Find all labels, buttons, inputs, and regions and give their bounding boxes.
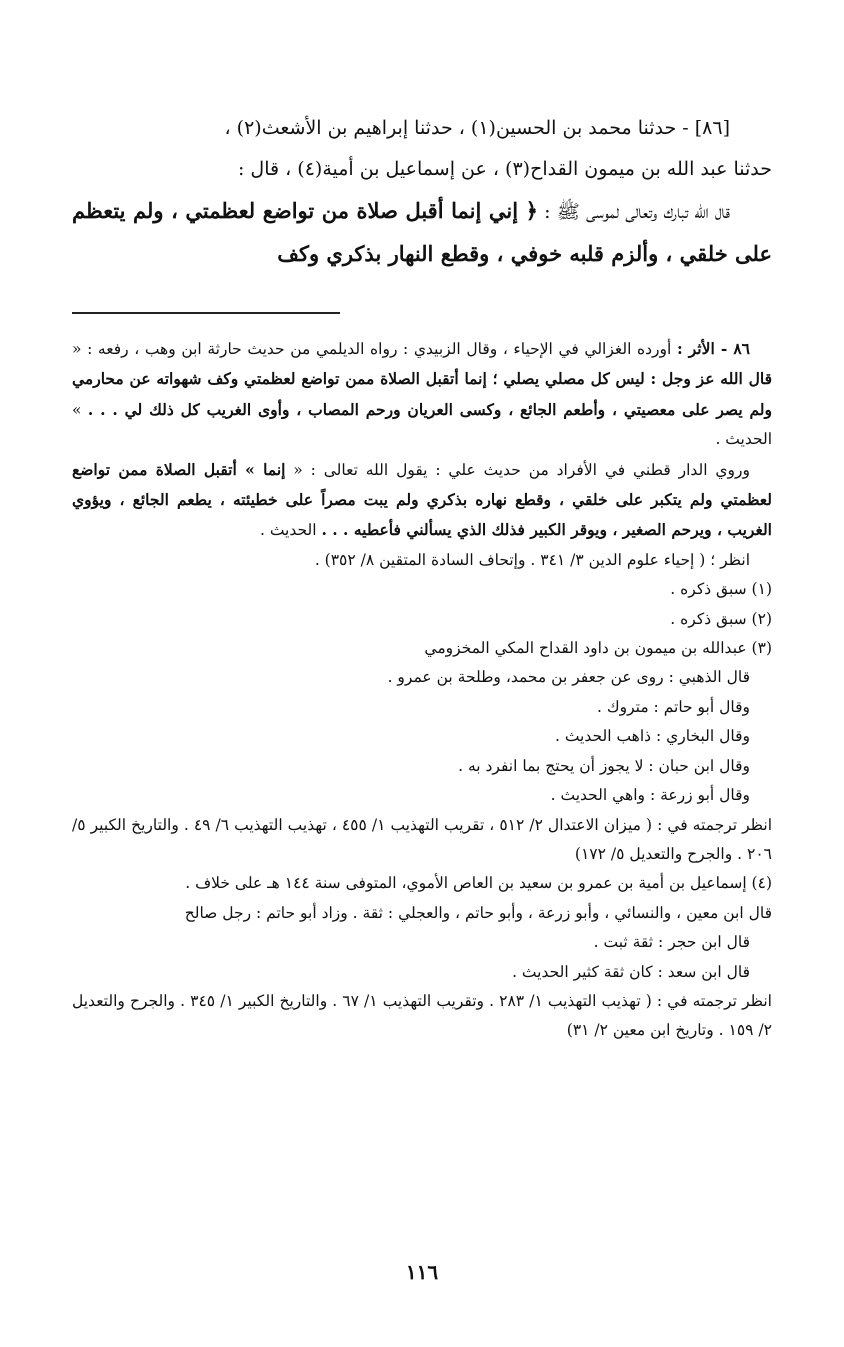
- footnote-3-line: وقال أبو زرعة : واهي الحديث .: [550, 786, 750, 805]
- page-number: ١١٦: [405, 1260, 439, 1284]
- hadith-intro: قال الله تبارك وتعالى لموسى ﷺ :: [544, 201, 730, 223]
- footnotes: [72, 334, 772, 1046]
- daraqutni-quote: إنما » أتقبل الصلاة ممن تواضع لعظمتي ولم يتكبر على خلقي ، وقطع نهاره بذكري ولم يبت مصراً على خطيئته ، يطعم الجائع ، ويؤوي الغريب ، ويرحم الصغير ، ويوقر الكبير فذلك الذي يسألني فأعطيه . . .: [72, 459, 772, 540]
- footnote-2: (٢) سبق ذكره .: [670, 609, 772, 628]
- footnote-3-line: وقال ابن حبان : لا يجوز أن يحتج بما انفرد به .: [458, 756, 750, 775]
- athar-reference: انظر ؛ ( إحياء علوم الدين ٣/ ٣٤١ . وإتحاف السادة المتقين ٨/ ٣٥٢) .: [314, 550, 750, 569]
- footnote-divider: [72, 312, 340, 314]
- footnote-3-line: قال الذهبي : روى عن جعفر بن محمد، وطلحة بن عمرو .: [387, 668, 750, 687]
- athar-note: [72, 334, 772, 455]
- footnote-4-title: (٤) إسماعيل بن أمية بن عمرو بن سعيد بن العاص الأموي، المتوفى سنة ١٤٤ هـ على خلاف .: [185, 874, 772, 893]
- footnote-1: (١) سبق ذكره .: [670, 580, 772, 599]
- athar-quote: قال الله عز وجل : ليس كل مصلي يصلي ؛ إنما أتقبل الصلاة ممن تواضع لعظمتي وكف شهواته عن محارمي ولم يصر على معصيتي ، وأطعم الجائع ، وكسى العريان ورحم المصاب ، وأوى الغريب كل ذلك لي . . .: [72, 369, 773, 419]
- hadith-quote: ﴿ إني إنما أقبل صلاة من تواضع لعظمتي ، ولم يتعظم على خلقي ، وألزم قلبه خوفي ، وقطع النهار بذكري وكف: [72, 198, 772, 266]
- footnote-3-line: وقال البخاري : ذاهب الحديث .: [554, 727, 750, 746]
- footnote-3-reference: انظر ترجمته في : ( ميزان الاعتدال ٢/ ٥١٢ ، تقريب التهذيب ١/ ٤٥٥ ، تهذيب التهذيب ٦/ ٤٩ . والتاريخ الكبير ٥/ ٢٠٦ . والجرح والتعديل ٥/ ١٧٢): [72, 815, 772, 863]
- book-page: [72, 108, 772, 1308]
- athar-heading: ٨٦ - الأثر :: [676, 339, 750, 358]
- athar-text-end: » الحديث .: [72, 400, 772, 449]
- daraqutni-text-end: الحديث .: [259, 521, 322, 540]
- footnote-4-reference: انظر ترجمته في : ( تهذيب التهذيب ١/ ٢٨٣ . وتقريب التهذيب ١/ ٦٧ . والتاريخ الكبير ١/ ٣٤٥ . والجرح والتعديل ٢/ ١٥٩ . وتاريخ ابن معين ٢/ ٣١): [72, 991, 772, 1040]
- footnote-4-line: قال ابن معين ، والنسائي ، وأبو زرعة ، وأبو حاتم ، والعجلي : ثقة . وزاد أبو حاتم : رجل صالح: [184, 903, 772, 922]
- main-text: [72, 108, 772, 276]
- footnote-4-line: قال ابن حجر : ثقة ثبت .: [593, 933, 750, 952]
- footnote-3-line: وقال أبو حاتم : متروك .: [596, 697, 750, 716]
- footnote-3-title: (٣) عبدالله بن ميمون بن داود القداح المكي المخزومي: [424, 639, 772, 658]
- athar-text: أورده الغزالي في الإحياء ، وقال الزبيدي : رواه الديلمي من حديث حارثة ابن وهب ، رفعه : «: [72, 340, 672, 358]
- hadith-chain-line-1: [٨٦] - حدثنا محمد بن الحسين(١) ، حدثنا إبراهيم بن الأشعث(٢) ،: [224, 117, 730, 139]
- daraqutni-text: وروي الدار قطني في الأفراد من حديث علي : يقول الله تعالى : «: [285, 460, 750, 479]
- daraqutni-note: [72, 455, 772, 546]
- hadith-text: [72, 190, 772, 276]
- hadith-chain-line-2: حدثنا عبد الله بن ميمون القداح(٣) ، عن إسماعيل بن أمية(٤) ، قال :: [237, 158, 772, 180]
- footnote-4-line: قال ابن سعد : كان ثقة كثير الحديث .: [512, 962, 750, 981]
